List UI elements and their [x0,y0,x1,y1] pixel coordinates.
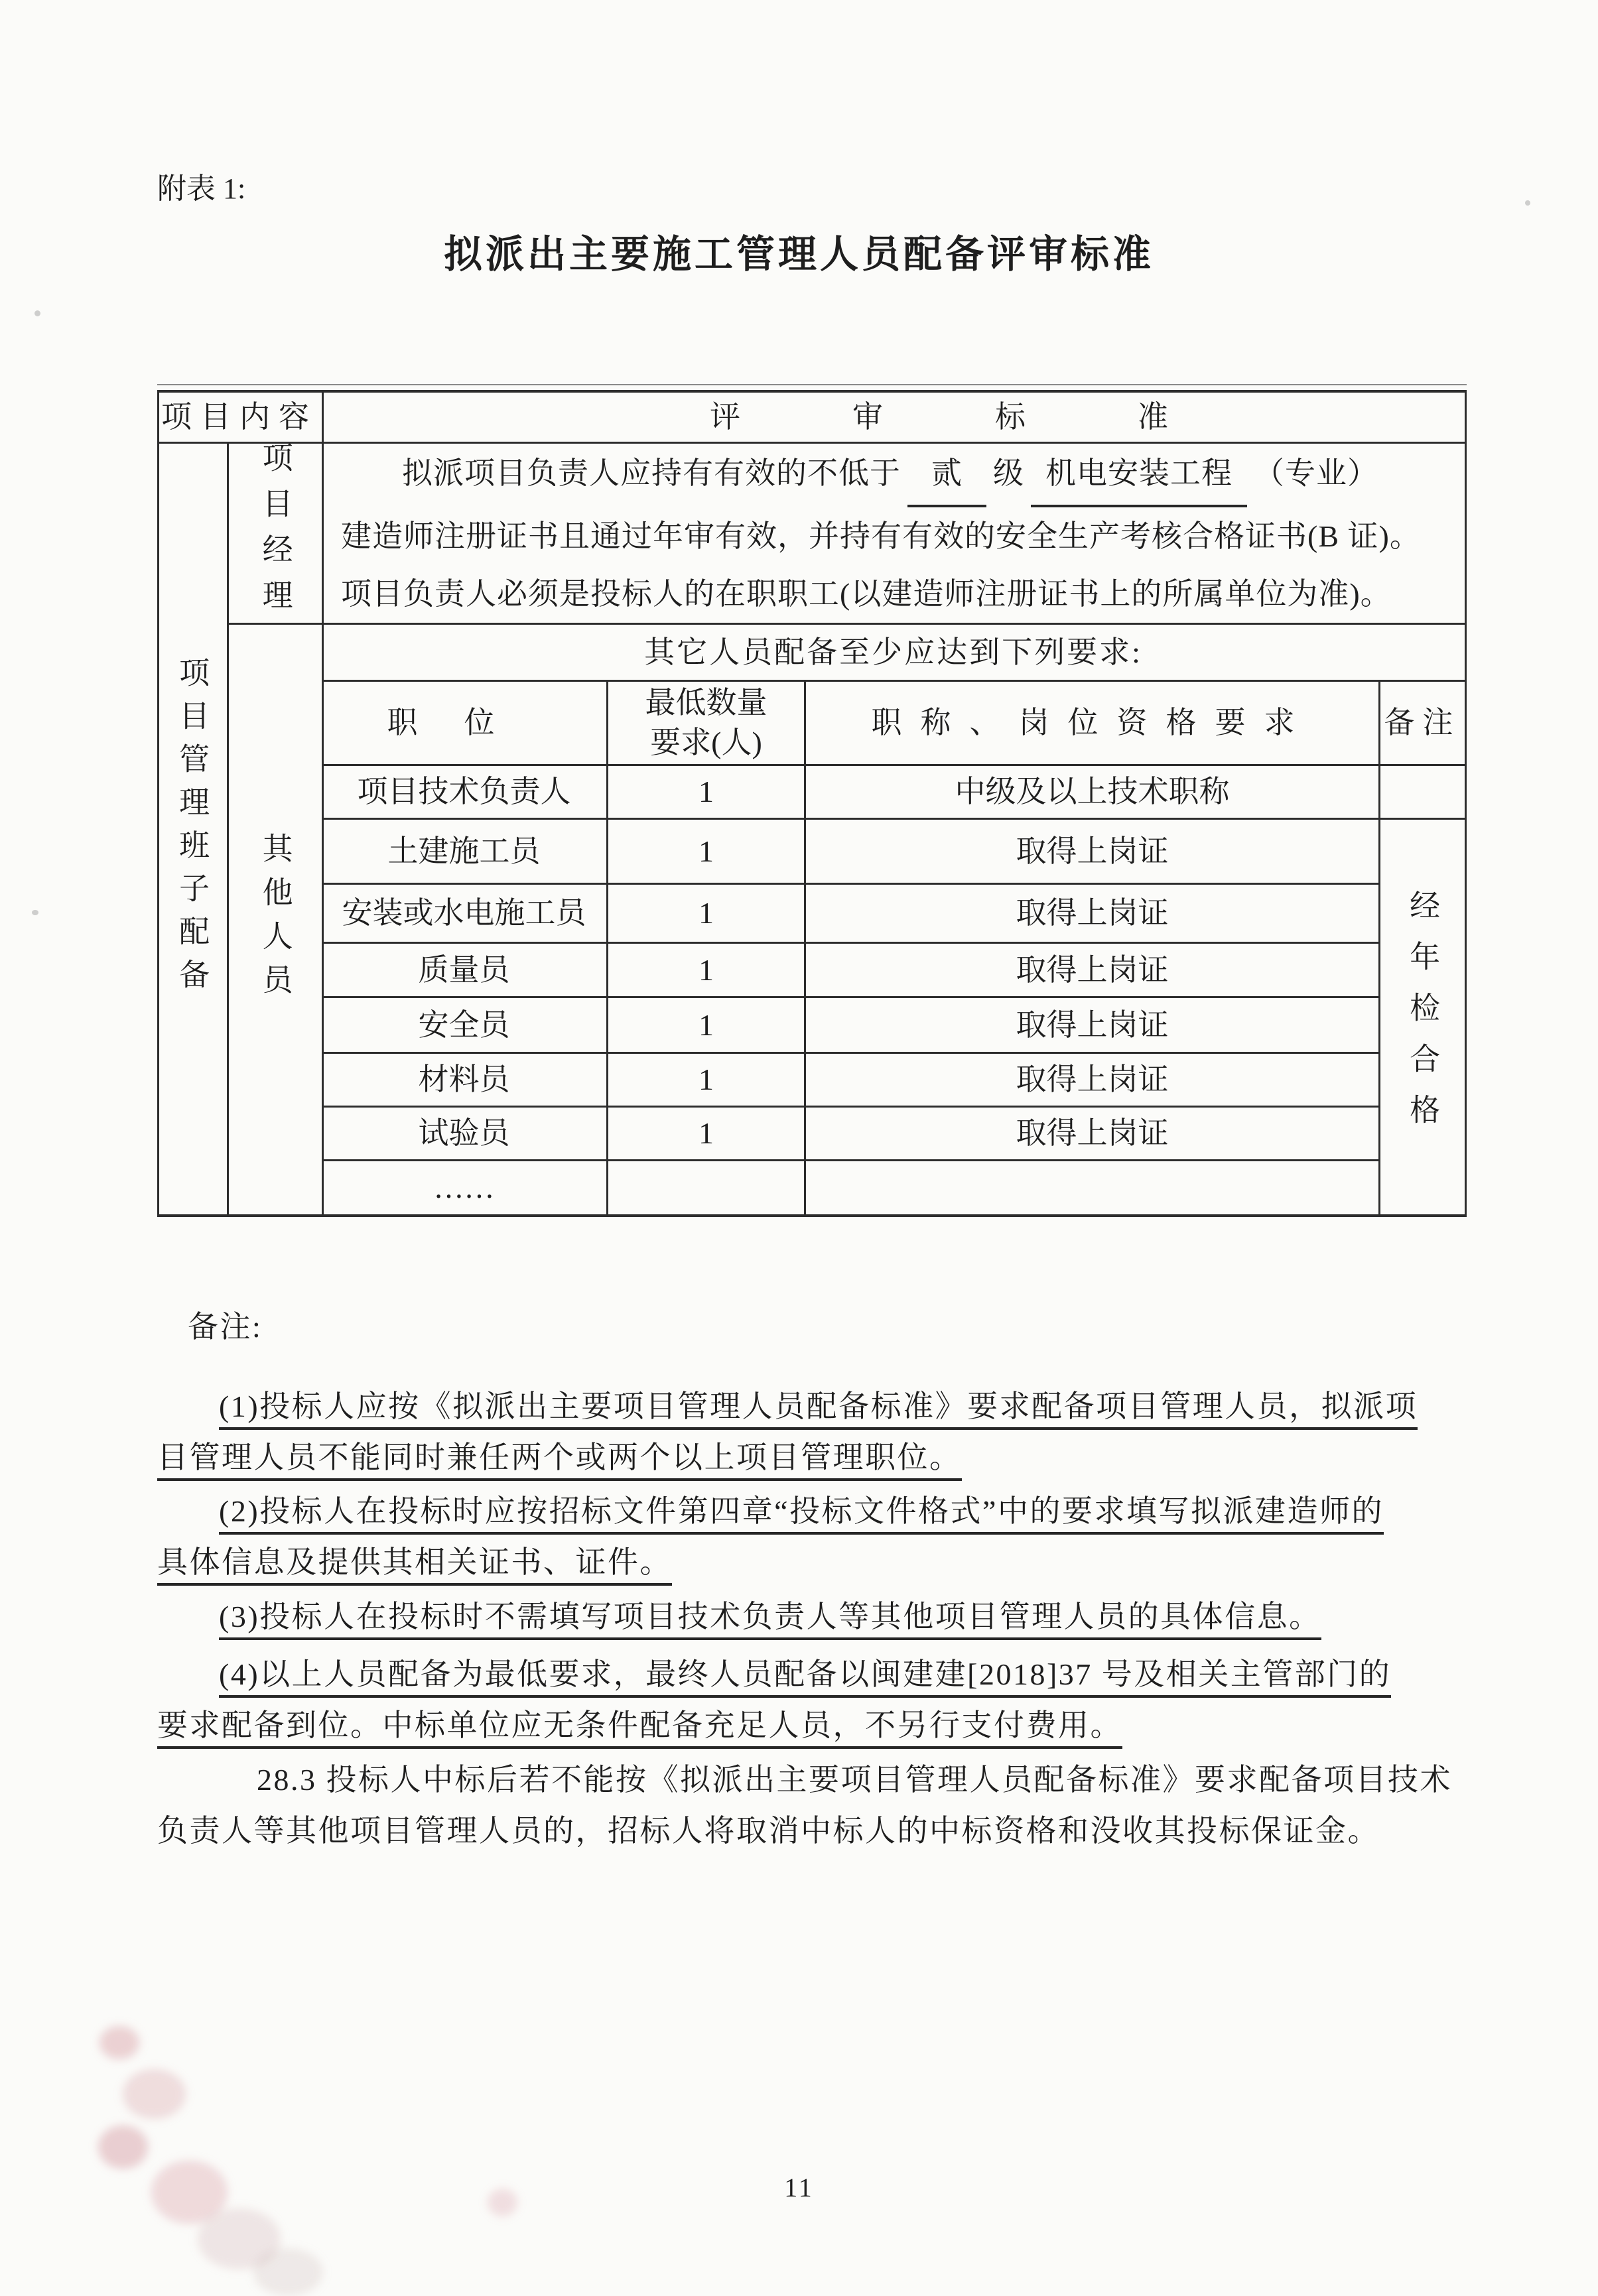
scan-fleck [32,910,38,915]
min-count-cell: 1 [699,834,714,868]
min-count-line1: 最低数量 [645,686,767,720]
note-2-line-1 [219,1486,1484,1537]
position-cell: 项目技术负责人 [357,775,571,809]
position-cell: 试验员 [418,1116,510,1151]
header-cell-item: 项目内容 [161,399,318,434]
qualification-cell: 取得上岗证 [1016,1116,1169,1151]
table-border-ghost [157,384,1467,385]
note-4-line-2 [157,1700,1484,1751]
position-cell: 材料员 [418,1062,510,1097]
criteria-text: 级 [993,456,1024,490]
position-cell: …… [433,1171,495,1205]
min-count-cell: 1 [699,896,714,930]
manager-criteria-cell [324,444,1465,623]
underlined-text: (1)投标人应按《拟派出主要项目管理人员配备标准》要求配备项目管理人员，拟派项 [219,1389,1418,1430]
underlined-text: (3)投标人在投标时不需填写项目技术负责人等其他项目管理人员的具体信息。 [219,1600,1321,1640]
position-cell: 安全员 [418,1007,510,1042]
group-label-cell [157,444,227,1214]
qualification-cell: 取得上岗证 [1016,1062,1169,1097]
table-border-right [1465,390,1467,1217]
stain-blob [100,2026,139,2059]
notes-label: 备注: [188,1310,263,1344]
scan-fleck [1525,200,1530,206]
manager-criteria-line3: 项目负责人必须是投标人的在职职工(以建造师注册证书上的所属单位为准)。 [341,576,1392,611]
filled-blank-grade: 贰 [907,444,986,507]
others-band-cell: 其它人员配备至少应达到下列要求: [644,635,1142,669]
note-2-line-2 [157,1537,1484,1588]
underlined-text: 目管理人员不能同时兼任两个或两个以上项目管理职位。 [157,1440,962,1481]
note-4-line-1 [219,1649,1484,1700]
qualification-cell [806,1161,1378,1214]
criteria-text: （专业） [1254,456,1378,490]
min-count-line2: 要求(人) [650,726,762,759]
column-header-remark: 备注 [1384,706,1461,740]
manager-label-text: 项目经理 [258,442,293,625]
manager-label-cell [229,444,322,623]
underlined-text: (4)以上人员配备为最低要求，最终人员配备以闽建建[2018]37 号及相关主管部门的 [219,1657,1391,1698]
min-count-cell: 1 [699,952,714,987]
clause-28-3-line-2: 负责人等其他项目管理人员的，招标人将取消中标人的中标资格和没收其投标保证金。 [157,1814,1380,1848]
column-header-position: 职位 [387,706,541,740]
filled-blank-specialty: 机电安装工程 [1031,444,1247,507]
min-count-cell [608,1161,804,1214]
page-title: 拟派出主要施工管理人员配备评审标准 [443,233,1154,276]
page-number: 11 [784,2173,814,2202]
min-count-cell: 1 [699,775,714,809]
manager-criteria-line1 [341,444,1447,507]
stain-blob [253,2248,323,2296]
qualification-cell: 取得上岗证 [1016,952,1169,987]
qualification-cell: 中级及以上技术职称 [955,775,1230,809]
position-cell: 土建施工员 [387,834,541,868]
manager-criteria-line2: 建造师注册证书且通过年审有效，并持有有效的安全生产考核合格证书(B 证)。 [341,519,1421,553]
stain-blob [123,2069,186,2119]
stain-blob [98,2126,148,2169]
underlined-text: 要求配备到位。中标单位应无条件配备充足人员，不另行支付费用。 [157,1708,1122,1749]
table-border-bottom [157,1214,1467,1217]
notes-section [157,1301,1484,1856]
criteria-text: 拟派项目负责人应持有有效的不低于 [402,456,901,490]
others-label-cell [229,625,322,1214]
qualification-cell: 取得上岗证 [1016,1007,1169,1042]
note-3-line-1 [219,1591,1484,1642]
column-header-qualification: 职称、岗位资格要求 [871,706,1313,740]
min-count-cell: 1 [699,1116,714,1151]
scan-fleck [34,310,40,316]
qualification-cell: 取得上岗证 [1016,896,1169,930]
remark-merged-cell [1380,820,1465,1214]
note-1-line-1 [219,1381,1484,1432]
group-label-text: 项目管理班子配备 [175,657,210,1001]
others-label-text: 其他人员 [258,832,293,1007]
min-count-cell: 1 [699,1007,714,1042]
header-cell-criteria: 评审标准 [710,399,1280,434]
clause-28-3-line-1: 28.3 投标人中标后若不能按《拟派出主要项目管理人员配备标准》要求配备项目技术 [257,1763,1452,1797]
position-cell: 安装或水电施工员 [342,896,586,930]
min-count-cell: 1 [699,1062,714,1097]
appendix-label: 附表 1: [157,172,246,205]
remark-note-text: 经年检合格 [1406,889,1440,1145]
underlined-text: 具体信息及提供其相关证书、证件。 [157,1545,672,1586]
underlined-text: (2)投标人在投标时应按招标文件第四章“投标文件格式”中的要求填写拟派建造师的 [219,1494,1384,1535]
note-1-line-2 [157,1432,1484,1483]
qualification-cell: 取得上岗证 [1016,834,1169,868]
position-cell: 质量员 [418,952,510,987]
column-header-min-count [608,682,804,764]
